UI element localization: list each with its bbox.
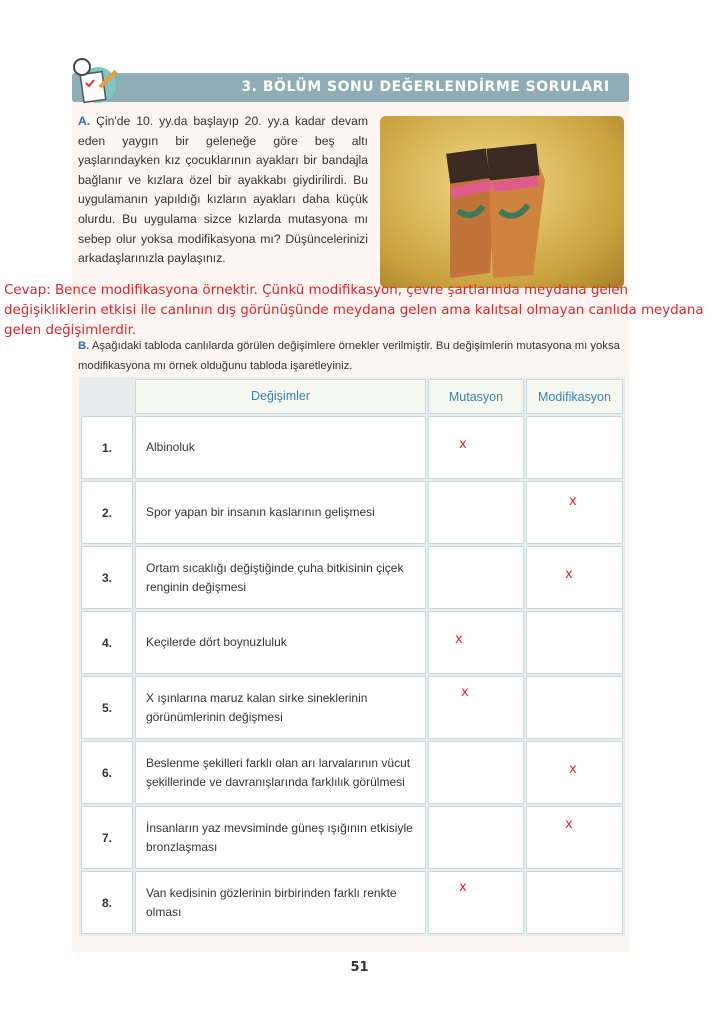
mutation-cell[interactable] — [428, 611, 524, 674]
row-change-text: Beslenme şekilleri farklı olan arı larvalarının vücut şekillerinde ve davranışlarında farklılık görülmesi — [135, 741, 426, 804]
question-b — [78, 336, 626, 376]
answer-text: Cevap: Bence modifikasyona örnektir. Çünkü modifikasyon, çevre şartlarında meydana gelen değişikliklerin etkisi ile canlının dış görünüşünde meydana gelen ama kalıtsal olmayan canlıda meydana gelen değişimlerdir. — [4, 283, 704, 338]
section-title: 3. BÖLÜM SONU DEĞERLENDİRME SORULARI — [241, 79, 610, 95]
modification-cell[interactable] — [526, 481, 623, 544]
table-row — [81, 416, 623, 479]
question-b-label: B. — [78, 340, 90, 352]
row-number: 4. — [81, 611, 133, 674]
modification-cell[interactable] — [526, 741, 623, 804]
row-number: 8. — [81, 871, 133, 934]
row-number: 3. — [81, 546, 133, 609]
modification-cell[interactable] — [526, 871, 623, 934]
mutation-mark: x — [459, 880, 467, 895]
row-number: 5. — [81, 676, 133, 739]
mutation-cell[interactable] — [428, 741, 524, 804]
mutation-cell[interactable] — [428, 871, 524, 934]
mutation-cell[interactable] — [428, 416, 524, 479]
question-b-text: Aşağıdaki tabloda canlılarda görülen değişimlere örnekler verilmiştir. Bu değişimlerin mutasyona mı yoksa modifikasyona mı örnek olduğunu tabloda işaretleyiniz. — [78, 340, 620, 372]
table-header-row — [81, 379, 623, 414]
modification-mark: x — [565, 817, 573, 832]
table-row — [81, 546, 623, 609]
mutation-mark: x — [455, 632, 463, 647]
modification-cell[interactable] — [526, 546, 623, 609]
mutation-cell[interactable] — [428, 676, 524, 739]
mutation-mark: x — [461, 685, 469, 700]
row-change-text: Keçilerde dört boynuzluluk — [135, 611, 426, 674]
modification-cell[interactable] — [526, 806, 623, 869]
question-a-label: A. — [78, 114, 91, 128]
row-number: 6. — [81, 741, 133, 804]
table-row — [81, 871, 623, 934]
row-change-text: Ortam sıcaklığı değiştiğinde çuha bitkisinin çiçek renginin değişmesi — [135, 546, 426, 609]
row-number: 7. — [81, 806, 133, 869]
modification-cell[interactable] — [526, 416, 623, 479]
table-row — [81, 481, 623, 544]
table-row — [81, 806, 623, 869]
changes-table — [79, 377, 625, 936]
checklist-stopwatch-icon — [70, 55, 120, 105]
table-row — [81, 741, 623, 804]
row-change-text: Spor yapan bir insanın kaslarının gelişmesi — [135, 481, 426, 544]
header-changes: Değişimler — [135, 379, 426, 414]
mutation-cell[interactable] — [428, 546, 524, 609]
bound-feet-shoes-photo — [380, 116, 624, 288]
table-row — [81, 611, 623, 674]
header-mutation: Mutasyon — [428, 379, 524, 414]
question-a — [78, 112, 368, 269]
header-blank — [81, 379, 133, 414]
modification-cell[interactable] — [526, 676, 623, 739]
modification-mark: x — [565, 567, 573, 582]
section-header — [72, 73, 629, 102]
row-number: 1. — [81, 416, 133, 479]
mutation-cell[interactable] — [428, 481, 524, 544]
question-a-text: Çin'de 10. yy.da başlayıp 20. yy.a kadar devam eden yaygın bir geleneğe göre beş altı yaşlarındayken kız çocuklarının ayakları bir bandajla bağlanır ve kızlara özel bir ayakkabı giydirilirdi. Bu uygulamanın yapıldığı kızların ayakları daha küçük olurdu. Bu uygulama sizce kızlarda mutasyona mı sebep olur yoksa modifikasyona mı? Düşüncelerinizi arkadaşlarınızla paylaşınız. — [78, 114, 368, 266]
page-number: 51 — [350, 960, 369, 975]
row-change-text: Albinoluk — [135, 416, 426, 479]
row-change-text: İnsanların yaz mevsiminde güneş ışığının etkisiyle bronzlaşması — [135, 806, 426, 869]
modification-mark: x — [569, 762, 577, 777]
table-row — [81, 676, 623, 739]
row-number: 2. — [81, 481, 133, 544]
row-change-text: X ışınlarına maruz kalan sirke sineklerinin görünümlerinin değişmesi — [135, 676, 426, 739]
row-change-text: Van kedisinin gözlerinin birbirinden farklı renkte olması — [135, 871, 426, 934]
mutation-mark: x — [459, 437, 467, 452]
modification-mark: x — [569, 494, 577, 509]
modification-cell[interactable] — [526, 611, 623, 674]
header-modification: Modifikasyon — [526, 379, 623, 414]
mutation-cell[interactable] — [428, 806, 524, 869]
